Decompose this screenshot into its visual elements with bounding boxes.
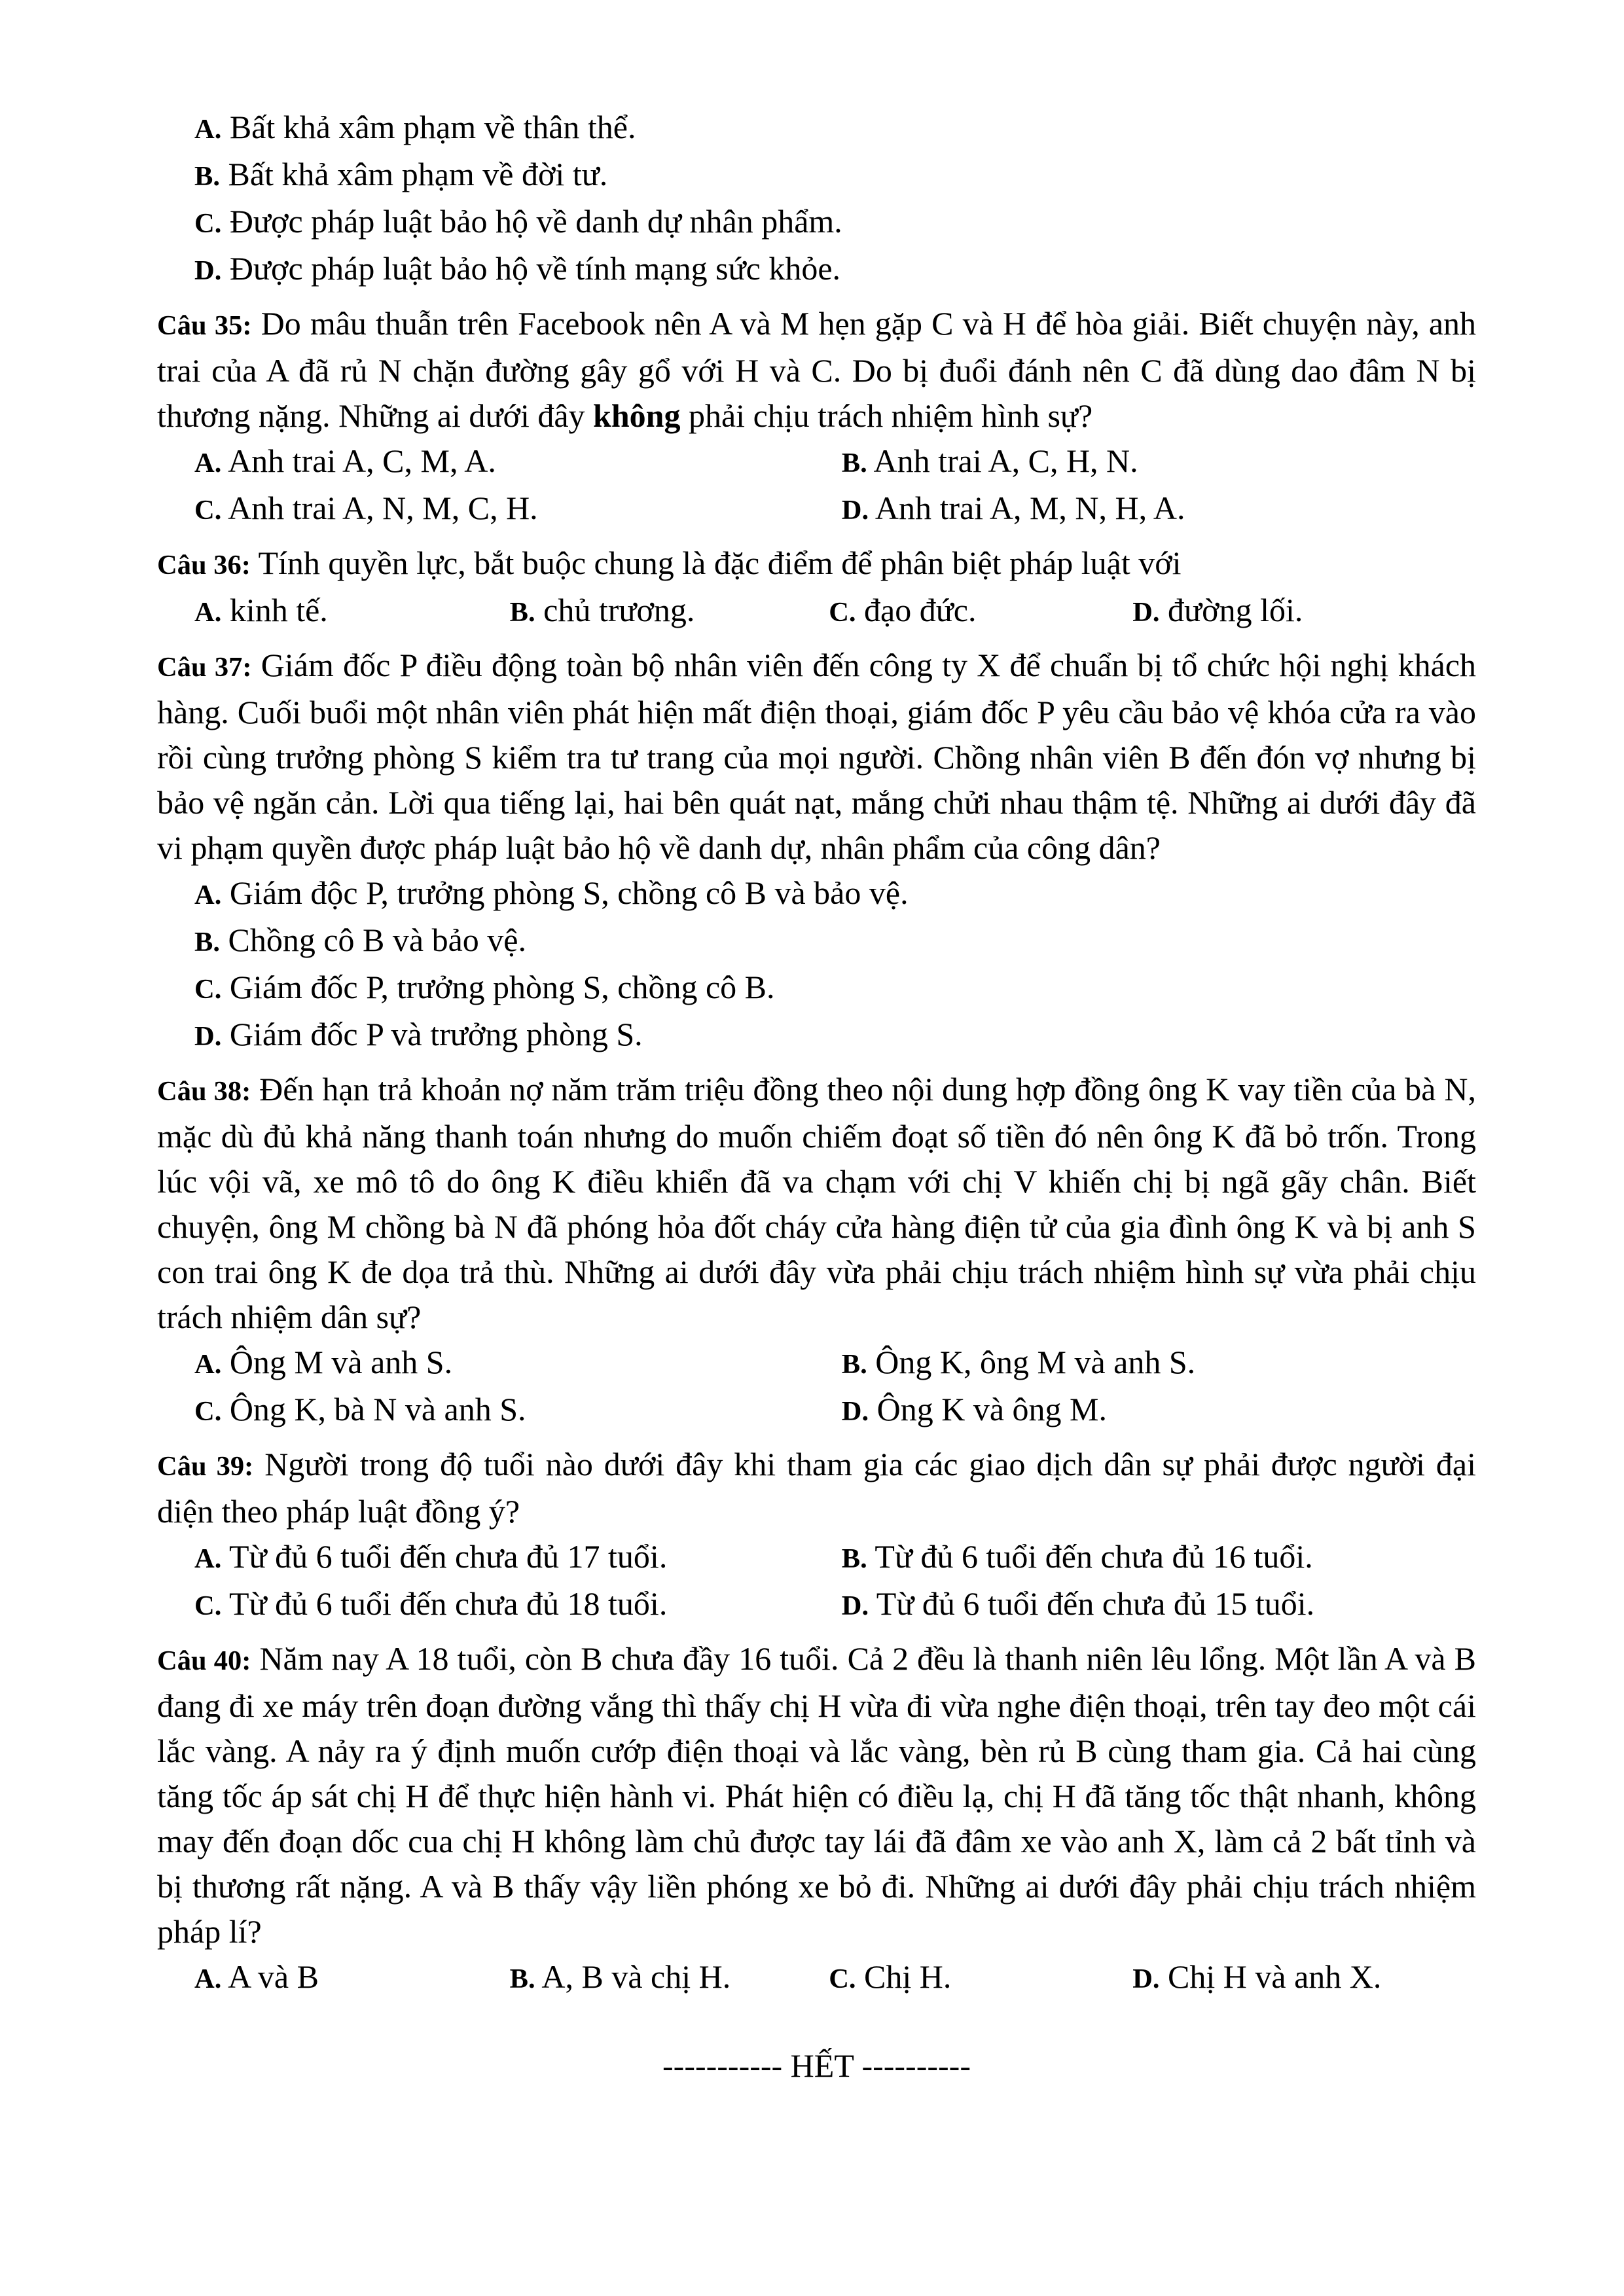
option-text: Ông K và ông M. (876, 1391, 1107, 1427)
option-text: Ông M và anh S. (229, 1344, 453, 1380)
question-40-label: Câu 40: (157, 1645, 251, 1676)
question-39 (157, 1442, 1476, 1628)
option-letter: C. (194, 974, 222, 1005)
option-letter: B. (509, 1964, 535, 1994)
option-row (194, 1340, 842, 1387)
end-marker: ----------- HẾT ---------- (662, 2047, 971, 2084)
option-row (1132, 588, 1476, 635)
option-row (194, 1581, 842, 1628)
option-text: Anh trai A, N, M, C, H. (228, 490, 538, 526)
option-text: Từ đủ 6 tuổi đến chưa đủ 15 tuổi. (876, 1585, 1315, 1622)
question-35-body-2: phải chịu trách nhiệm hình sự? (680, 397, 1093, 434)
option-text: đạo đức. (864, 592, 977, 628)
question-35-bold-word: không (593, 397, 681, 434)
option-text: Giám đốc P và trưởng phòng S. (229, 1016, 643, 1052)
option-letter: A. (194, 114, 222, 145)
option-letter: A. (194, 1349, 222, 1380)
question-39-text (157, 1442, 1476, 1534)
option-text: Bất khả xâm phạm về thân thể. (229, 109, 636, 145)
option-letter: B. (841, 1349, 867, 1380)
option-letter: C. (829, 1964, 856, 1994)
option-row (829, 588, 1132, 635)
option-text: Ông K, bà N và anh S. (229, 1391, 526, 1427)
option-row (157, 199, 1476, 246)
option-text: Chồng cô B và bảo vệ. (228, 922, 526, 958)
option-row (157, 246, 1476, 293)
option-letter: A. (194, 597, 222, 628)
option-row (157, 1012, 1476, 1059)
option-row (510, 588, 829, 635)
option-text: Ông K, ông M và anh S. (875, 1344, 1196, 1380)
option-row (157, 870, 1476, 918)
option-letter: C. (194, 1396, 222, 1427)
option-letter: D. (1132, 597, 1160, 628)
option-text: Anh trai A, M, N, H, A. (875, 490, 1185, 526)
option-text: Chị H. (864, 1958, 952, 1995)
question-38 (157, 1067, 1476, 1434)
question-40 (157, 1636, 1476, 2001)
option-letter: D. (841, 495, 869, 526)
option-row (194, 486, 842, 533)
option-row (842, 1387, 1476, 1434)
option-row (829, 1954, 1132, 2001)
question-38-options (194, 1340, 1476, 1434)
option-letter: C. (194, 1590, 222, 1621)
option-text: đường lối. (1168, 592, 1303, 628)
question-40-body: Năm nay A 18 tuổi, còn B chưa đầy 16 tuổi. Cả 2 đều là thanh niên lêu lổng. Một lần A và B đang đi xe máy trên đoạn đường vắng thì thấy chị H vừa đi vừa nghe điện thoại, trên tay đeo một cái lắc vàng. A nảy ra ý định muốn cướp điện thoại và lắc vàng, bèn rủ B cùng tham gia. Cả hai cùng tăng tốc áp sát chị H để thực hiện hành vi. Phát hiện có điều lạ, chị H đã tăng tốc thật nhanh, không may đến đoạn dốc cua chị H không làm chủ được tay lái đã đâm xe vào anh X, làm cả 2 bất tỉnh và bị thương rất nặng. A và B thấy vậy liền phóng xe bỏ đi. Những ai dưới đây phải chịu trách nhiệm pháp lí? (157, 1640, 1477, 1950)
option-text: Từ đủ 6 tuổi đến chưa đủ 17 tuổi. (228, 1538, 668, 1575)
question-36 (157, 541, 1476, 635)
question-36-label: Câu 36: (157, 550, 251, 581)
option-row (194, 1534, 842, 1581)
option-row (1132, 1954, 1476, 2001)
option-letter: B. (194, 927, 220, 958)
question-35-label: Câu 35: (157, 310, 252, 341)
option-text: Được pháp luật bảo hộ về danh dự nhân phẩm. (229, 203, 842, 240)
option-text: Từ đủ 6 tuổi đến chưa đủ 16 tuổi. (875, 1538, 1313, 1575)
question-35 (157, 301, 1476, 533)
option-letter: D. (841, 1396, 869, 1427)
option-letter: D. (841, 1590, 869, 1621)
option-row (842, 1534, 1476, 1581)
option-letter: D. (1132, 1964, 1160, 1994)
option-row (157, 918, 1476, 965)
option-row (157, 965, 1476, 1012)
option-letter: C. (829, 597, 856, 628)
question-36-body: Tính quyền lực, bắt buộc chung là đặc điểm để phân biệt pháp luật với (258, 545, 1182, 581)
option-row (157, 152, 1476, 199)
option-letter: B. (509, 597, 535, 628)
option-letter: D. (194, 255, 222, 286)
question-36-options (194, 588, 1476, 635)
question-39-options (194, 1534, 1476, 1628)
question-37-text (157, 643, 1476, 870)
option-text: A và B (228, 1958, 319, 1995)
option-text: A, B và chị H. (541, 1958, 731, 1995)
question-36-text (157, 541, 1476, 588)
option-text: Bất khả xâm phạm về đời tư. (228, 156, 608, 192)
question-37-body: Giám đốc P điều động toàn bộ nhân viên đến công ty X để chuẩn bị tổ chức hội nghị khách hàng. Cuối buổi một nhân viên phát hiện mất điện thoại, giám đốc P yêu cầu bảo vệ khóa cửa ra vào rồi cùng trưởng phòng S kiểm tra tư trang của mọi người. Chồng nhân viên B đến đón vợ nhưng bị bảo vệ ngăn cản. Lời qua tiếng lại, hai bên quát nạt, mắng chửi nhau thậm tệ. Những ai dưới đây đã vi phạm quyền được pháp luật bảo hộ về danh dự, nhân phẩm của công dân? (157, 647, 1477, 866)
option-letter: B. (194, 161, 220, 192)
question-35-body: Do mâu thuẫn trên Facebook nên A và M hẹn gặp C và H để hòa giải. Biết chuyện này, anh trai của A đã rủ N chặn đường gây gổ với H và C. Do bị đuổi đánh nên C đã dùng dao đâm N bị thương nặng. Những ai dưới đây (157, 305, 1477, 434)
question-38-label: Câu 38: (157, 1076, 251, 1107)
option-letter: B. (841, 448, 867, 478)
question-35-options (194, 439, 1476, 533)
option-row (194, 1954, 510, 2001)
question-35-text (157, 301, 1476, 439)
question-38-text (157, 1067, 1476, 1340)
option-row (510, 1954, 829, 2001)
option-text: Từ đủ 6 tuổi đến chưa đủ 18 tuổi. (228, 1585, 668, 1622)
question-39-label: Câu 39: (157, 1451, 254, 1482)
option-text: chủ trương. (543, 592, 695, 628)
option-letter: B. (841, 1543, 867, 1574)
question-39-body: Người trong độ tuổi nào dưới đây khi tham gia các giao dịch dân sự phải được người đại diện theo pháp luật đồng ý? (157, 1446, 1477, 1530)
option-row (194, 1387, 842, 1434)
option-text: Anh trai A, C, H, N. (873, 442, 1138, 479)
option-letter: A. (194, 1964, 222, 1994)
option-letter: A. (194, 448, 222, 478)
option-text: Được pháp luật bảo hộ về tính mạng sức khỏe. (229, 250, 841, 287)
option-text: Chị H và anh X. (1168, 1958, 1382, 1995)
option-row (157, 105, 1476, 152)
option-text: Giám đốc P, trưởng phòng S, chồng cô B. (229, 969, 775, 1005)
prev-question-options (157, 105, 1476, 293)
option-row (194, 439, 842, 486)
question-38-body: Đến hạn trả khoản nợ năm trăm triệu đồng theo nội dung hợp đồng ông K vay tiền của bà N, mặc dù đủ khả năng thanh toán nhưng do muốn chiếm đoạt số tiền đó nên ông K đã bỏ trốn. Trong lúc vội vã, xe mô tô do ông K điều khiển đã va chạm với chị V khiến chị bị ngã gãy chân. Biết chuyện, ông M chồng bà N đã phóng hỏa đốt cháy cửa hàng điện tử của gia đình ông K và bị anh S con trai ông K đe dọa trả thù. Những ai dưới đây vừa phải chịu trách nhiệm hình sự vừa phải chịu trách nhiệm dân sự? (157, 1071, 1476, 1335)
option-row (842, 486, 1476, 533)
question-40-options (194, 1954, 1476, 2001)
option-row (842, 439, 1476, 486)
question-37-options (157, 870, 1476, 1059)
option-text: Giám độc P, trưởng phòng S, chồng cô B và bảo vệ. (229, 874, 909, 911)
question-37 (157, 643, 1476, 1059)
option-text: kinh tế. (229, 592, 328, 628)
question-40-text (157, 1636, 1476, 1954)
option-text: Anh trai A, C, M, A. (228, 442, 496, 479)
option-letter: A. (194, 1543, 222, 1574)
option-letter: C. (194, 495, 222, 526)
option-letter: A. (194, 880, 222, 910)
option-row (842, 1340, 1476, 1387)
option-row (842, 1581, 1476, 1628)
option-letter: D. (194, 1021, 222, 1052)
question-37-label: Câu 37: (157, 652, 252, 683)
option-letter: C. (194, 208, 222, 239)
option-row (194, 588, 510, 635)
